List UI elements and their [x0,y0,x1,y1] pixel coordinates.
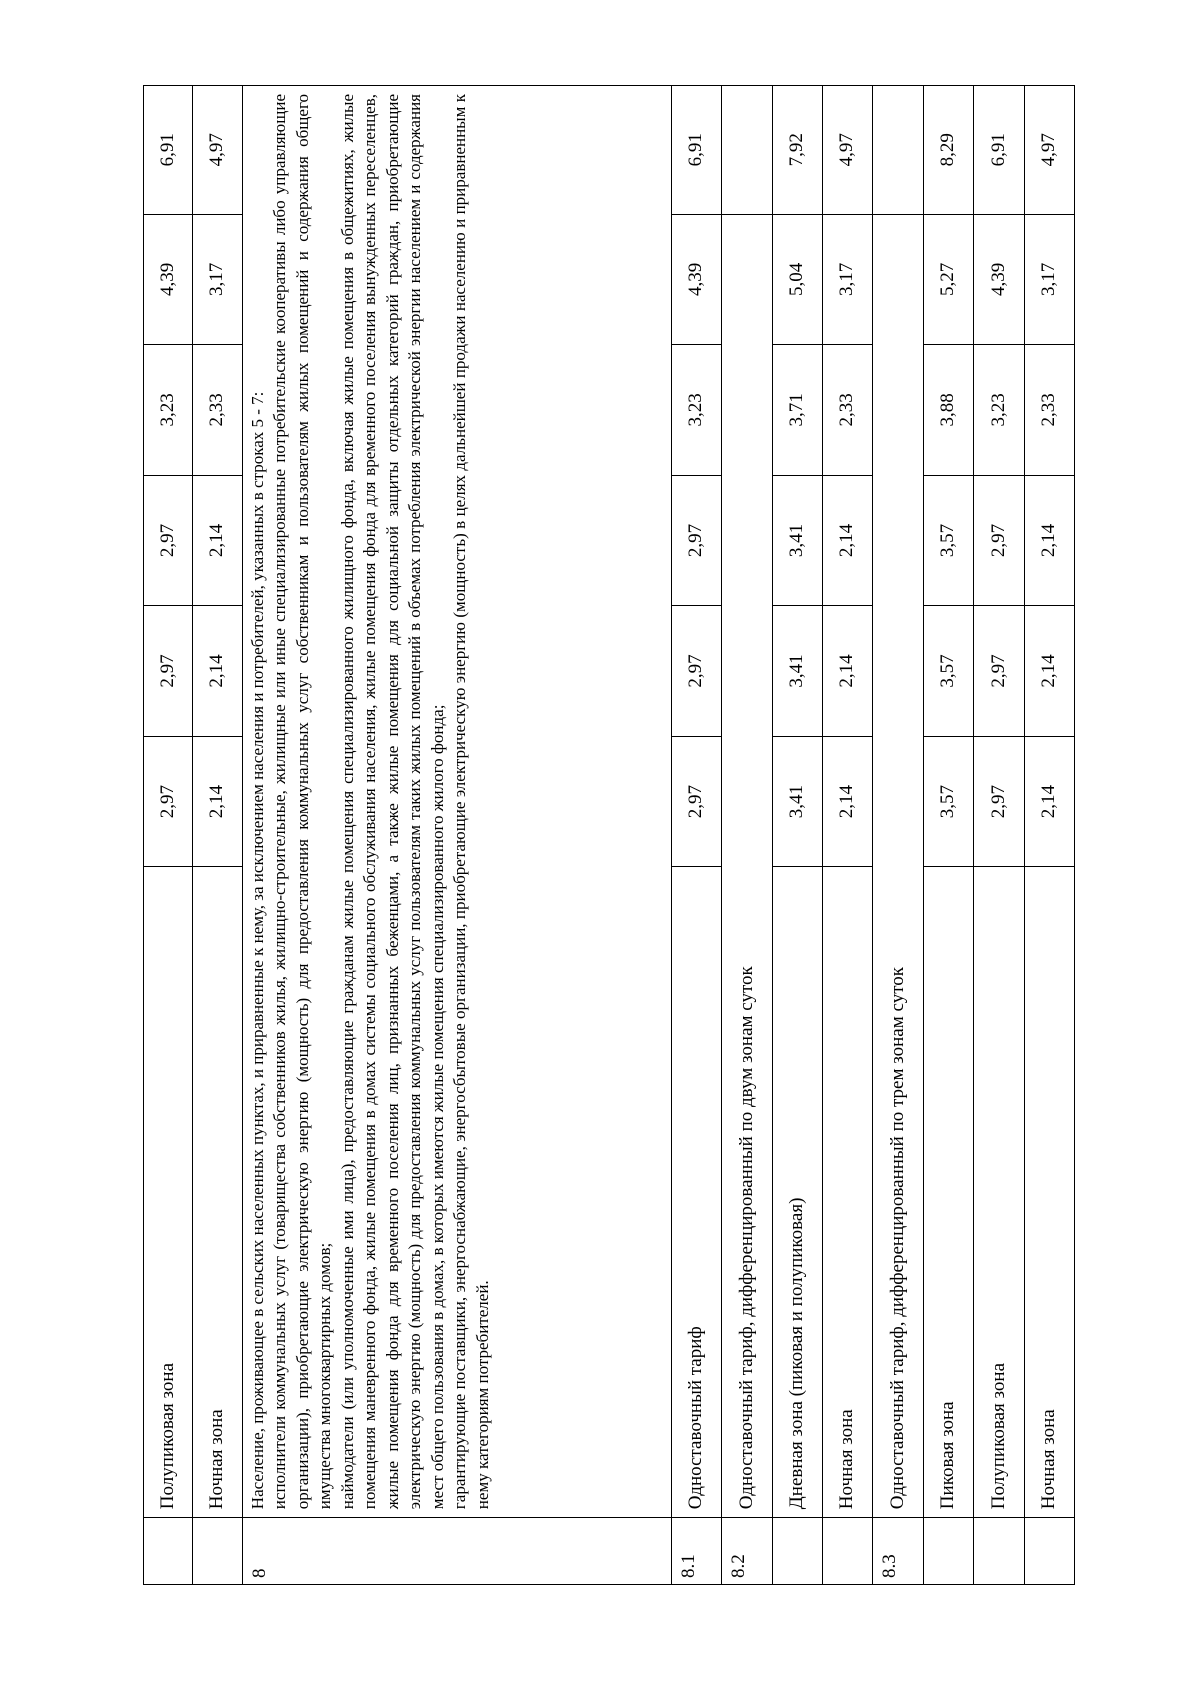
tariff-value: 2,14 [823,475,873,606]
table-row [772,86,822,1585]
row-number [823,1518,873,1585]
tariff-value: 2,97 [671,475,721,606]
row-number [144,1518,193,1585]
empty-cell [722,86,772,215]
tariff-value: 6,91 [671,86,721,215]
empty-cell [873,86,923,215]
tariff-value: 6,91 [974,86,1024,215]
tariff-value: 3,23 [974,345,1024,476]
tariff-value: 2,14 [193,606,242,737]
rotated-table-wrapper [143,85,1075,1585]
tariff-value: 2,14 [823,736,873,867]
row-number: 8.2 [722,1518,772,1585]
row-number [1024,1518,1074,1585]
tariff-value: 3,71 [772,345,822,476]
tariff-value: 4,39 [144,214,193,345]
tariff-value: 4,97 [823,86,873,215]
tariff-value: 4,39 [974,214,1024,345]
tariff-value: 6,91 [144,86,193,215]
tariff-value: 4,39 [671,214,721,345]
table-row [823,86,873,1585]
tariff-value: 3,41 [772,736,822,867]
table-row-subheader [722,86,772,1585]
table-row [923,86,973,1585]
tariff-value: 3,41 [772,475,822,606]
row-label: Полупиковая зона [974,867,1024,1518]
tariff-value: 2,33 [1024,345,1074,476]
tariff-value: 7,92 [772,86,822,215]
consumer-category-description [242,86,671,1518]
tariff-value: 3,17 [823,214,873,345]
tariff-value: 2,97 [144,475,193,606]
row-label: Одноставочный тариф, дифференцированный по трем зонам суток [873,214,923,1518]
description-paragraph: гарантирующие поставщики, энергоснабжающие, энергосбытовые организации, приобретающие электрическую энергию (мощность) в целях дальнейшей продажи населению и приравненным к нему категориям потребителей. [450,94,492,1510]
tariff-value: 2,14 [193,475,242,606]
tariff-value: 4,97 [193,86,242,215]
tariff-value: 3,88 [923,345,973,476]
tariff-value: 3,23 [671,345,721,476]
description-paragraph: исполнители коммунальных услуг (товарищества собственников жилья, жилищно-строительные, жилищные или иные специализированные потребительские кооперативы либо управляющие организации), приобретающие электрическую энергию (мощность) для предоставления коммунальных услуг собственникам и пользователям жилых помещений и содержания общего имущества многоквартирных домов; [270,94,335,1510]
table-row [974,86,1024,1585]
row-label: Дневная зона (пиковая и полупиковая) [772,867,822,1518]
tariff-value: 2,14 [1024,475,1074,606]
tariff-value: 2,33 [823,345,873,476]
row-number [974,1518,1024,1585]
tariff-value: 2,97 [671,606,721,737]
tariff-value: 2,97 [974,475,1024,606]
row-label: Пиковая зона [923,867,973,1518]
table-row-subheader [873,86,923,1585]
row-label: Одноставочный тариф [671,867,721,1518]
row-label: Ночная зона [193,867,242,1518]
row-label: Ночная зона [1024,867,1074,1518]
tariff-value: 2,33 [193,345,242,476]
row-number [193,1518,242,1585]
row-number [923,1518,973,1585]
tariff-value: 3,41 [772,606,822,737]
description-paragraph: наймодатели (или уполномоченные ими лица), предоставляющие гражданам жилые помещения специализированного жилищного фонда, включая жилые помещения в общежитиях, жилые помещения маневренного фонда, жилые помещения в домах системы социального обслуживания населения, жилые помещения фонда для временного поселения вынужденных переселенцев, жилые помещения фонда для временного поселения лиц, признанных беженцами, а также жилые помещения для социальной защиты отдельных категорий граждан, приобретающие электрическую энергию (мощность) для предоставления коммунальных услуг пользователям таких жилых помещений в объемах потребления электрической энергии населением и содержания мест общего пользования в домах, в которых имеются жилые помещения специализированного жилого фонда; [337,94,447,1510]
table-row-group-header [242,86,671,1585]
table-row [144,86,193,1585]
tariff-value: 2,97 [974,736,1024,867]
tariff-value: 2,97 [144,736,193,867]
tariff-value: 4,97 [1024,86,1074,215]
tariff-value: 8,29 [923,86,973,215]
tariff-value: 2,97 [671,736,721,867]
tariff-value: 3,17 [193,214,242,345]
row-label: Ночная зона [823,867,873,1518]
row-number: 8.3 [873,1518,923,1585]
tariff-value: 2,14 [193,736,242,867]
tariff-value: 5,04 [772,214,822,345]
tariff-value: 3,57 [923,736,973,867]
table-row [671,86,721,1585]
tariff-value: 2,14 [823,606,873,737]
row-number: 8 [242,1518,671,1585]
row-label: Одноставочный тариф, дифференцированный по двум зонам суток [722,214,772,1518]
description-intro: Население, проживающее в сельских населенных пунктах, и приравненные к нему, за исключением населения и потребителей, указанных в строках 5 - 7: [247,391,267,1510]
tariff-value: 3,17 [1024,214,1074,345]
row-number: 8.1 [671,1518,721,1585]
table-row [1024,86,1074,1585]
tariff-value: 2,14 [1024,736,1074,867]
tariff-value: 2,97 [144,606,193,737]
row-label: Полупиковая зона [144,867,193,1518]
tariff-table [143,85,1075,1585]
tariff-value: 2,97 [974,606,1024,737]
tariff-value: 3,57 [923,606,973,737]
tariff-value: 3,57 [923,475,973,606]
tariff-value: 3,23 [144,345,193,476]
row-number [772,1518,822,1585]
table-row [193,86,242,1585]
tariff-value: 2,14 [1024,606,1074,737]
tariff-value: 5,27 [923,214,973,345]
